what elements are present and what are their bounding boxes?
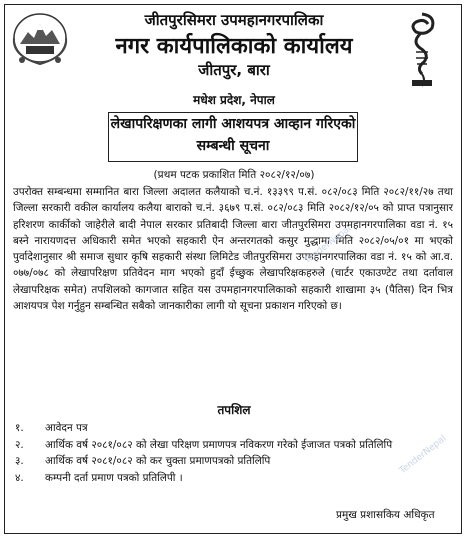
- watermark: TenderNepal: [397, 433, 449, 477]
- details-heading: तपशिल: [217, 403, 251, 417]
- item-number: ३.: [15, 455, 24, 467]
- details-list: [15, 420, 455, 486]
- list-item: [15, 437, 455, 454]
- item-text: आर्थिक वर्ष २०८१/०८२ को लेखा परिक्षण प्रमाणपत्र नविकरण गरेको ईजाजत पत्रको प्रतिलिपि: [45, 438, 393, 451]
- item-text: आर्थिक वर्ष २०८१/०८२ को कर चुक्ता प्रमाणपत्रको प्रतिलिपि: [45, 455, 271, 467]
- list-item: [15, 470, 455, 487]
- item-text: कम्पनी दर्ता प्रमाण पत्रको प्रतिलिपी ।: [45, 471, 183, 484]
- province-name: मधेश प्रदेश, नेपाल: [193, 93, 275, 107]
- item-number: २.: [15, 438, 24, 451]
- office-name: नगर कार्यपालिकाको कार्यालय: [115, 34, 353, 59]
- item-number: १.: [15, 422, 24, 434]
- watermark: TenderNepal: [302, 223, 354, 267]
- city-name: जीतपुर, बारा: [198, 61, 270, 79]
- list-item: [15, 420, 455, 437]
- notice-title-line1: लेखापरिक्षणका लागी आशयपत्र आव्हान गरिएको: [110, 116, 356, 132]
- notice-title-box: [108, 112, 358, 162]
- item-number: ४.: [15, 471, 24, 484]
- signature-title: प्रमुख प्रशासकिय अधिकृत: [336, 509, 435, 521]
- item-text: आवेदन पत्र: [45, 422, 88, 434]
- municipality-name: जीतपुरसिमरा उपमहानगरपालिका: [144, 11, 324, 29]
- notice-body: उपरोक्त सम्बन्धमा सम्मानित बारा जिल्ला अदालत कलैयाको च.नं. १३३९९ प.सं. ०८२/०८३ मिति २०८२/११/२७ तथा जिल्ला सरकारी वकील कार्यालय कलैया बाराको च.नं. ३६७९ प.सं. ०८२/०८३ मिति २०८२/१२/०५ को प्राप्त पत्रानुसार हरिशरण कार्कीको जाहेरीले बादी नेपाल सरकार प्रतिबादी जिल्ला बारा जीतपुरसिमरा उपमहानगरपालिका वडा नं. १५ बस्ने नारायणदत्त अधिकारी समेत भएको सहकारी ऐन अन्तरगतको कसुर मुद्धामा मिति २०८२/०५/०१ मा भएको पुर्वादेशानुसार श्री समाज सुधार कृषि सहकारी संस्था लिमिटेड जीतपुरसिमरा उपमहानगरपालिका वडा नं. १५ को आ.व. ०७७/०७८ को लेखापरिक्षण प्रतिवेदन माग भएको हुदाँ ईच्छुक लेखापरिक्षकहरुले (चार्टर एकाउण्टेट तथा दर्तावाल लेखापरिक्षक समेत) तपशिलको कागजात सहित यस उपमहानगरपालिकाको सहकारी शाखामा ३५ (पैतिस) दिन भित्र आशयपत्र पेश गर्नुहुन सम्बन्धित सबैको जानकारीका लागी यो सूचना प्रकाशन गरिएको छ।: [13, 186, 453, 313]
- list-item: [15, 453, 455, 470]
- publication-date: (प्रथम पटक प्रकाशित मिति २०८२/१२/०७): [153, 169, 315, 181]
- notice-title-line2: सम्बन्धी सूचना: [196, 138, 270, 154]
